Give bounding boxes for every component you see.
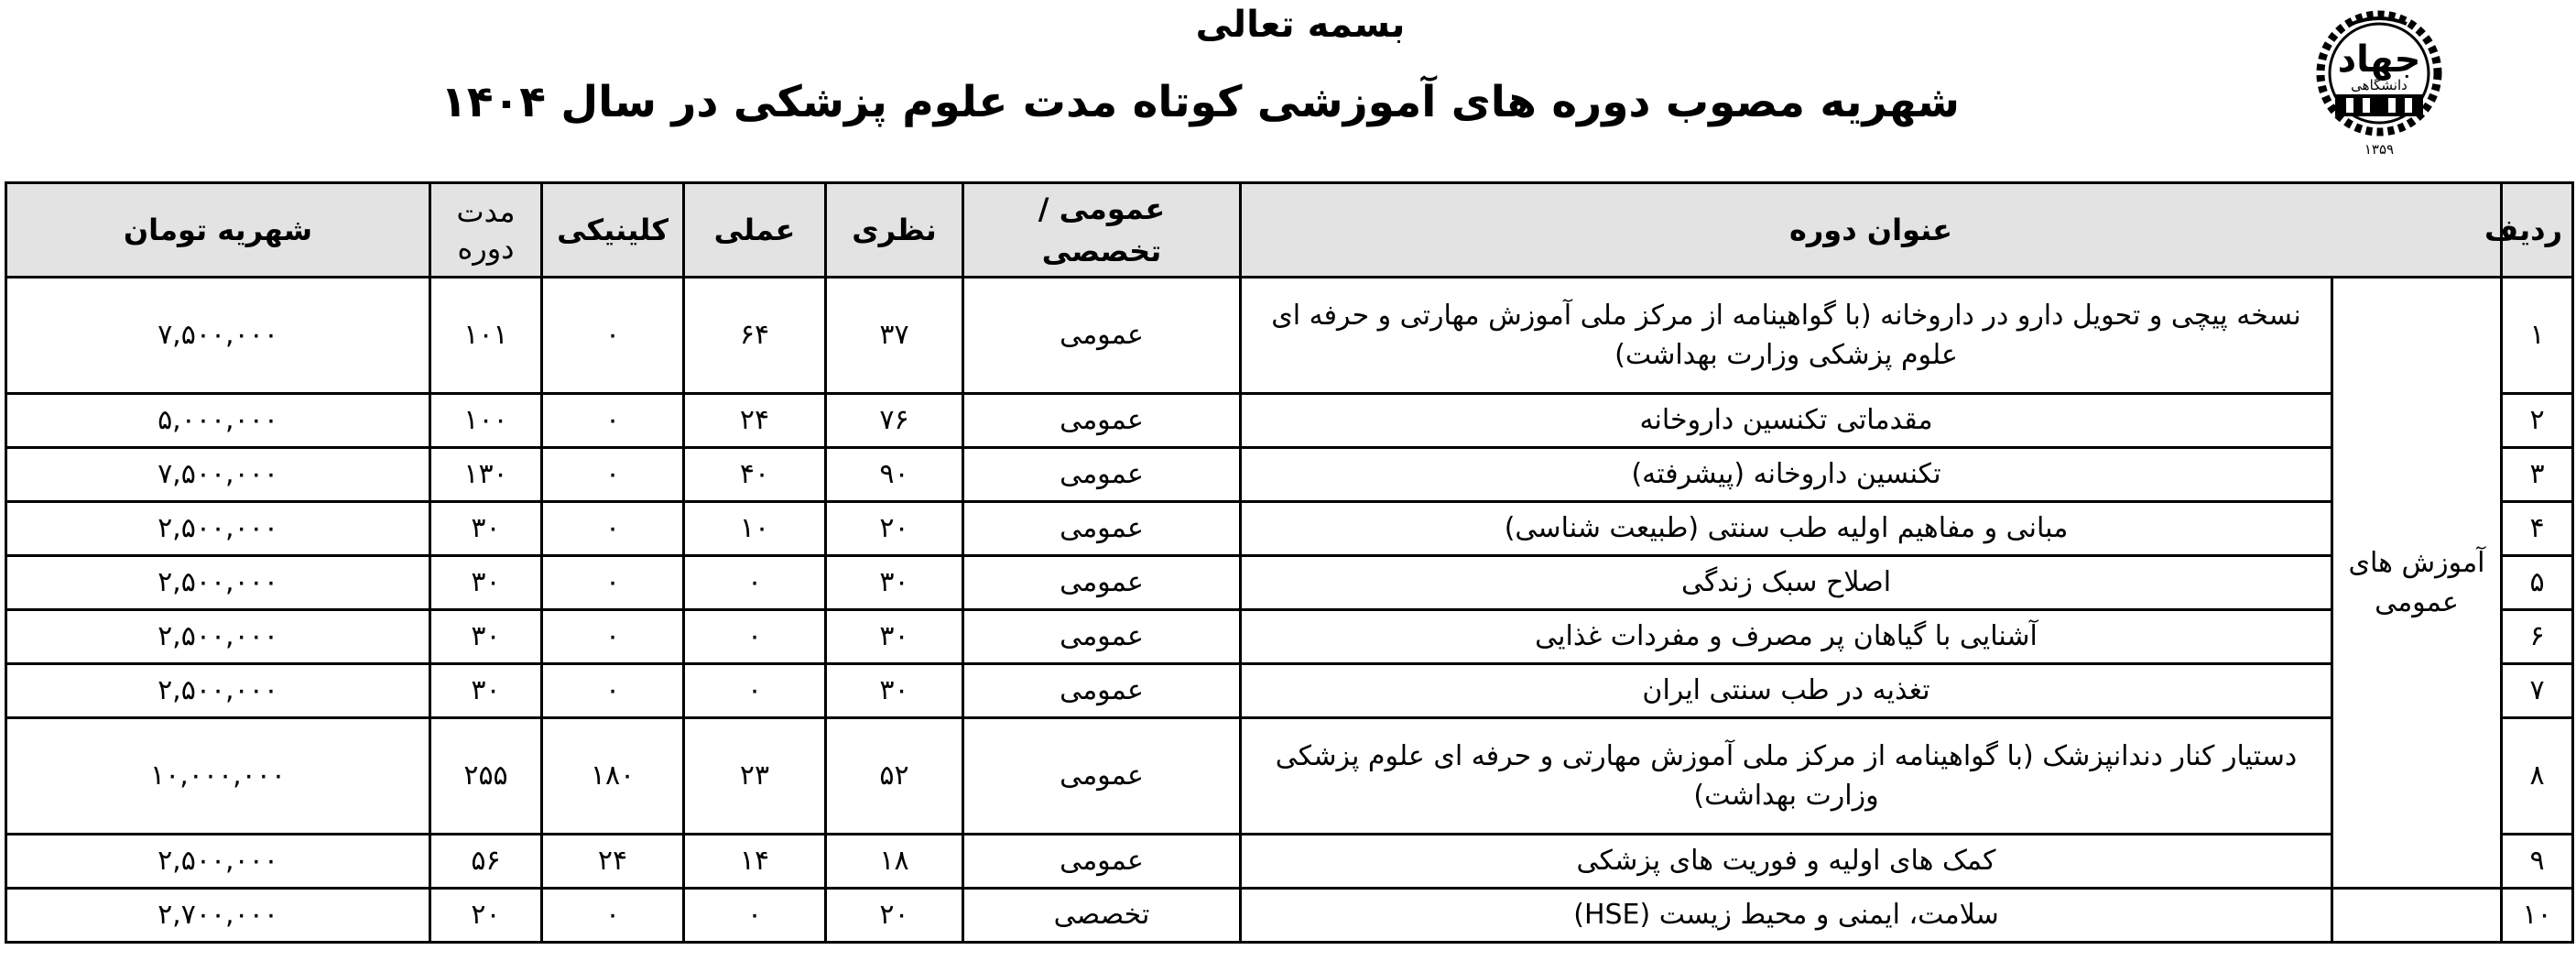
practical-hours: ۴۰ [684,448,826,502]
duration-hours: ۳۰ [430,556,542,610]
duration-hours: ۲۰ [430,889,542,943]
group-empty-cell [2332,889,2502,943]
course-type: عمومی [963,835,1241,889]
jahad-daneshgahi-logo [2278,7,2480,158]
row-number: ۲ [2502,394,2573,448]
table-row [6,394,2573,448]
row-number: ۴ [2502,502,2573,556]
course-title: آشنایی با گیاهان پر مصرف و مفردات غذایی [1241,610,2332,664]
logo-wordmark: جهاد [2337,38,2421,81]
header-course-type: عمومی / تخصصی [963,183,1241,278]
row-number: ۶ [2502,610,2573,664]
theory-hours: ۵۲ [826,718,963,835]
clinical-hours: ۰ [542,502,684,556]
tuition-fee-table [5,181,2574,944]
header-row-number: ردیف [2502,183,2573,278]
row-number: ۹ [2502,835,2573,889]
course-type: عمومی [963,610,1241,664]
duration-hours: ۳۰ [430,664,542,718]
clinical-hours: ۰ [542,448,684,502]
course-title: دستیار کنار دندانپزشک (با گواهینامه از مرکز ملی آموزش مهارتی و حرفه ای علوم پزشکی وزارت بهداشت) [1241,718,2332,835]
header-duration-line2: دوره [457,231,515,266]
table-row [6,278,2573,394]
bismillah-heading: بسمه تعالی [1195,4,1406,46]
page-title: شهریه مصوب دوره های آموزشی کوتاه مدت علوم پزشکی در سال ۱۴۰۴ [440,77,1960,127]
course-title: مقدماتی تکنسین داروخانه [1241,394,2332,448]
table-row [6,448,2573,502]
course-type: عمومی [963,278,1241,394]
row-number: ۱ [2502,278,2573,394]
course-title: نسخه پیچی و تحویل دارو در داروخانه (با گواهینامه از مرکز ملی آموزش مهارتی و حرفه ای علوم پزشکی وزارت بهداشت) [1241,278,2332,394]
course-title: اصلاح سبک زندگی [1241,556,2332,610]
course-type: عمومی [963,664,1241,718]
fee-amount: ۷,۵۰۰,۰۰۰ [6,448,430,502]
header-course-title: عنوان دوره [1241,183,2502,278]
theory-hours: ۲۰ [826,889,963,943]
practical-hours: ۲۳ [684,718,826,835]
group-general-courses: آموزش های عمومی [2332,278,2502,889]
duration-hours: ۱۰۱ [430,278,542,394]
header-fee-toman: شهریه تومان [6,183,430,278]
course-title: مبانی و مفاهیم اولیه طب سنتی (طبیعت شناسی) [1241,502,2332,556]
clinical-hours: ۰ [542,394,684,448]
table-row [6,835,2573,889]
duration-hours: ۲۵۵ [430,718,542,835]
header-practical-hours: عملی [684,183,826,278]
course-title: سلامت، ایمنی و محیط زیست (HSE) [1241,889,2332,943]
header-clinical-hours: کلینیکی [542,183,684,278]
table-row [6,889,2573,943]
theory-hours: ۲۰ [826,502,963,556]
course-title: کمک های اولیه و فوریت های پزشکی [1241,835,2332,889]
clinical-hours: ۰ [542,610,684,664]
fee-amount: ۲,۵۰۰,۰۰۰ [6,556,430,610]
table-row [6,718,2573,835]
theory-hours: ۳۰ [826,610,963,664]
document-header [0,0,2576,179]
theory-hours: ۳۰ [826,556,963,610]
duration-hours: ۳۰ [430,502,542,556]
row-number: ۸ [2502,718,2573,835]
practical-hours: ۲۴ [684,394,826,448]
practical-hours: ۰ [684,889,826,943]
theory-hours: ۳۷ [826,278,963,394]
row-number: ۷ [2502,664,2573,718]
table-row [6,610,2573,664]
theory-hours: ۳۰ [826,664,963,718]
clinical-hours: ۲۴ [542,835,684,889]
practical-hours: ۱۰ [684,502,826,556]
fee-amount: ۲,۵۰۰,۰۰۰ [6,610,430,664]
course-type: عمومی [963,502,1241,556]
fee-amount: ۷,۵۰۰,۰۰۰ [6,278,430,394]
course-type: عمومی [963,556,1241,610]
table-row [6,502,2573,556]
clinical-hours: ۰ [542,556,684,610]
fee-amount: ۵,۰۰۰,۰۰۰ [6,394,430,448]
theory-hours: ۹۰ [826,448,963,502]
table-row [6,556,2573,610]
fee-amount: ۲,۵۰۰,۰۰۰ [6,835,430,889]
duration-hours: ۵۶ [430,835,542,889]
fee-amount: ۲,۵۰۰,۰۰۰ [6,502,430,556]
header-duration-line1: مدت [456,194,516,229]
theory-hours: ۷۶ [826,394,963,448]
course-type: عمومی [963,448,1241,502]
clinical-hours: ۱۸۰ [542,718,684,835]
theory-hours: ۱۸ [826,835,963,889]
table-header-row [6,183,2573,278]
header-duration [430,183,542,278]
practical-hours: ۰ [684,610,826,664]
course-type: تخصصی [963,889,1241,943]
practical-hours: ۱۴ [684,835,826,889]
row-number: ۵ [2502,556,2573,610]
fee-amount: ۲,۵۰۰,۰۰۰ [6,664,430,718]
course-title: تغذیه در طب سنتی ایران [1241,664,2332,718]
row-number: ۳ [2502,448,2573,502]
duration-hours: ۱۰۰ [430,394,542,448]
practical-hours: ۰ [684,664,826,718]
duration-hours: ۳۰ [430,610,542,664]
course-type: عمومی [963,718,1241,835]
row-number: ۱۰ [2502,889,2573,943]
practical-hours: ۰ [684,556,826,610]
fee-amount: ۲,۷۰۰,۰۰۰ [6,889,430,943]
practical-hours: ۶۴ [684,278,826,394]
table-row [6,664,2573,718]
duration-hours: ۱۳۰ [430,448,542,502]
course-type: عمومی [963,394,1241,448]
clinical-hours: ۰ [542,889,684,943]
clinical-hours: ۰ [542,278,684,394]
logo-subtext: دانشگاهی [2351,77,2408,93]
clinical-hours: ۰ [542,664,684,718]
fee-amount: ۱۰,۰۰۰,۰۰۰ [6,718,430,835]
logo-year: ۱۳۵۹ [2364,141,2395,158]
header-theory-hours: نظری [826,183,963,278]
course-title: تکنسین داروخانه (پیشرفته) [1241,448,2332,502]
